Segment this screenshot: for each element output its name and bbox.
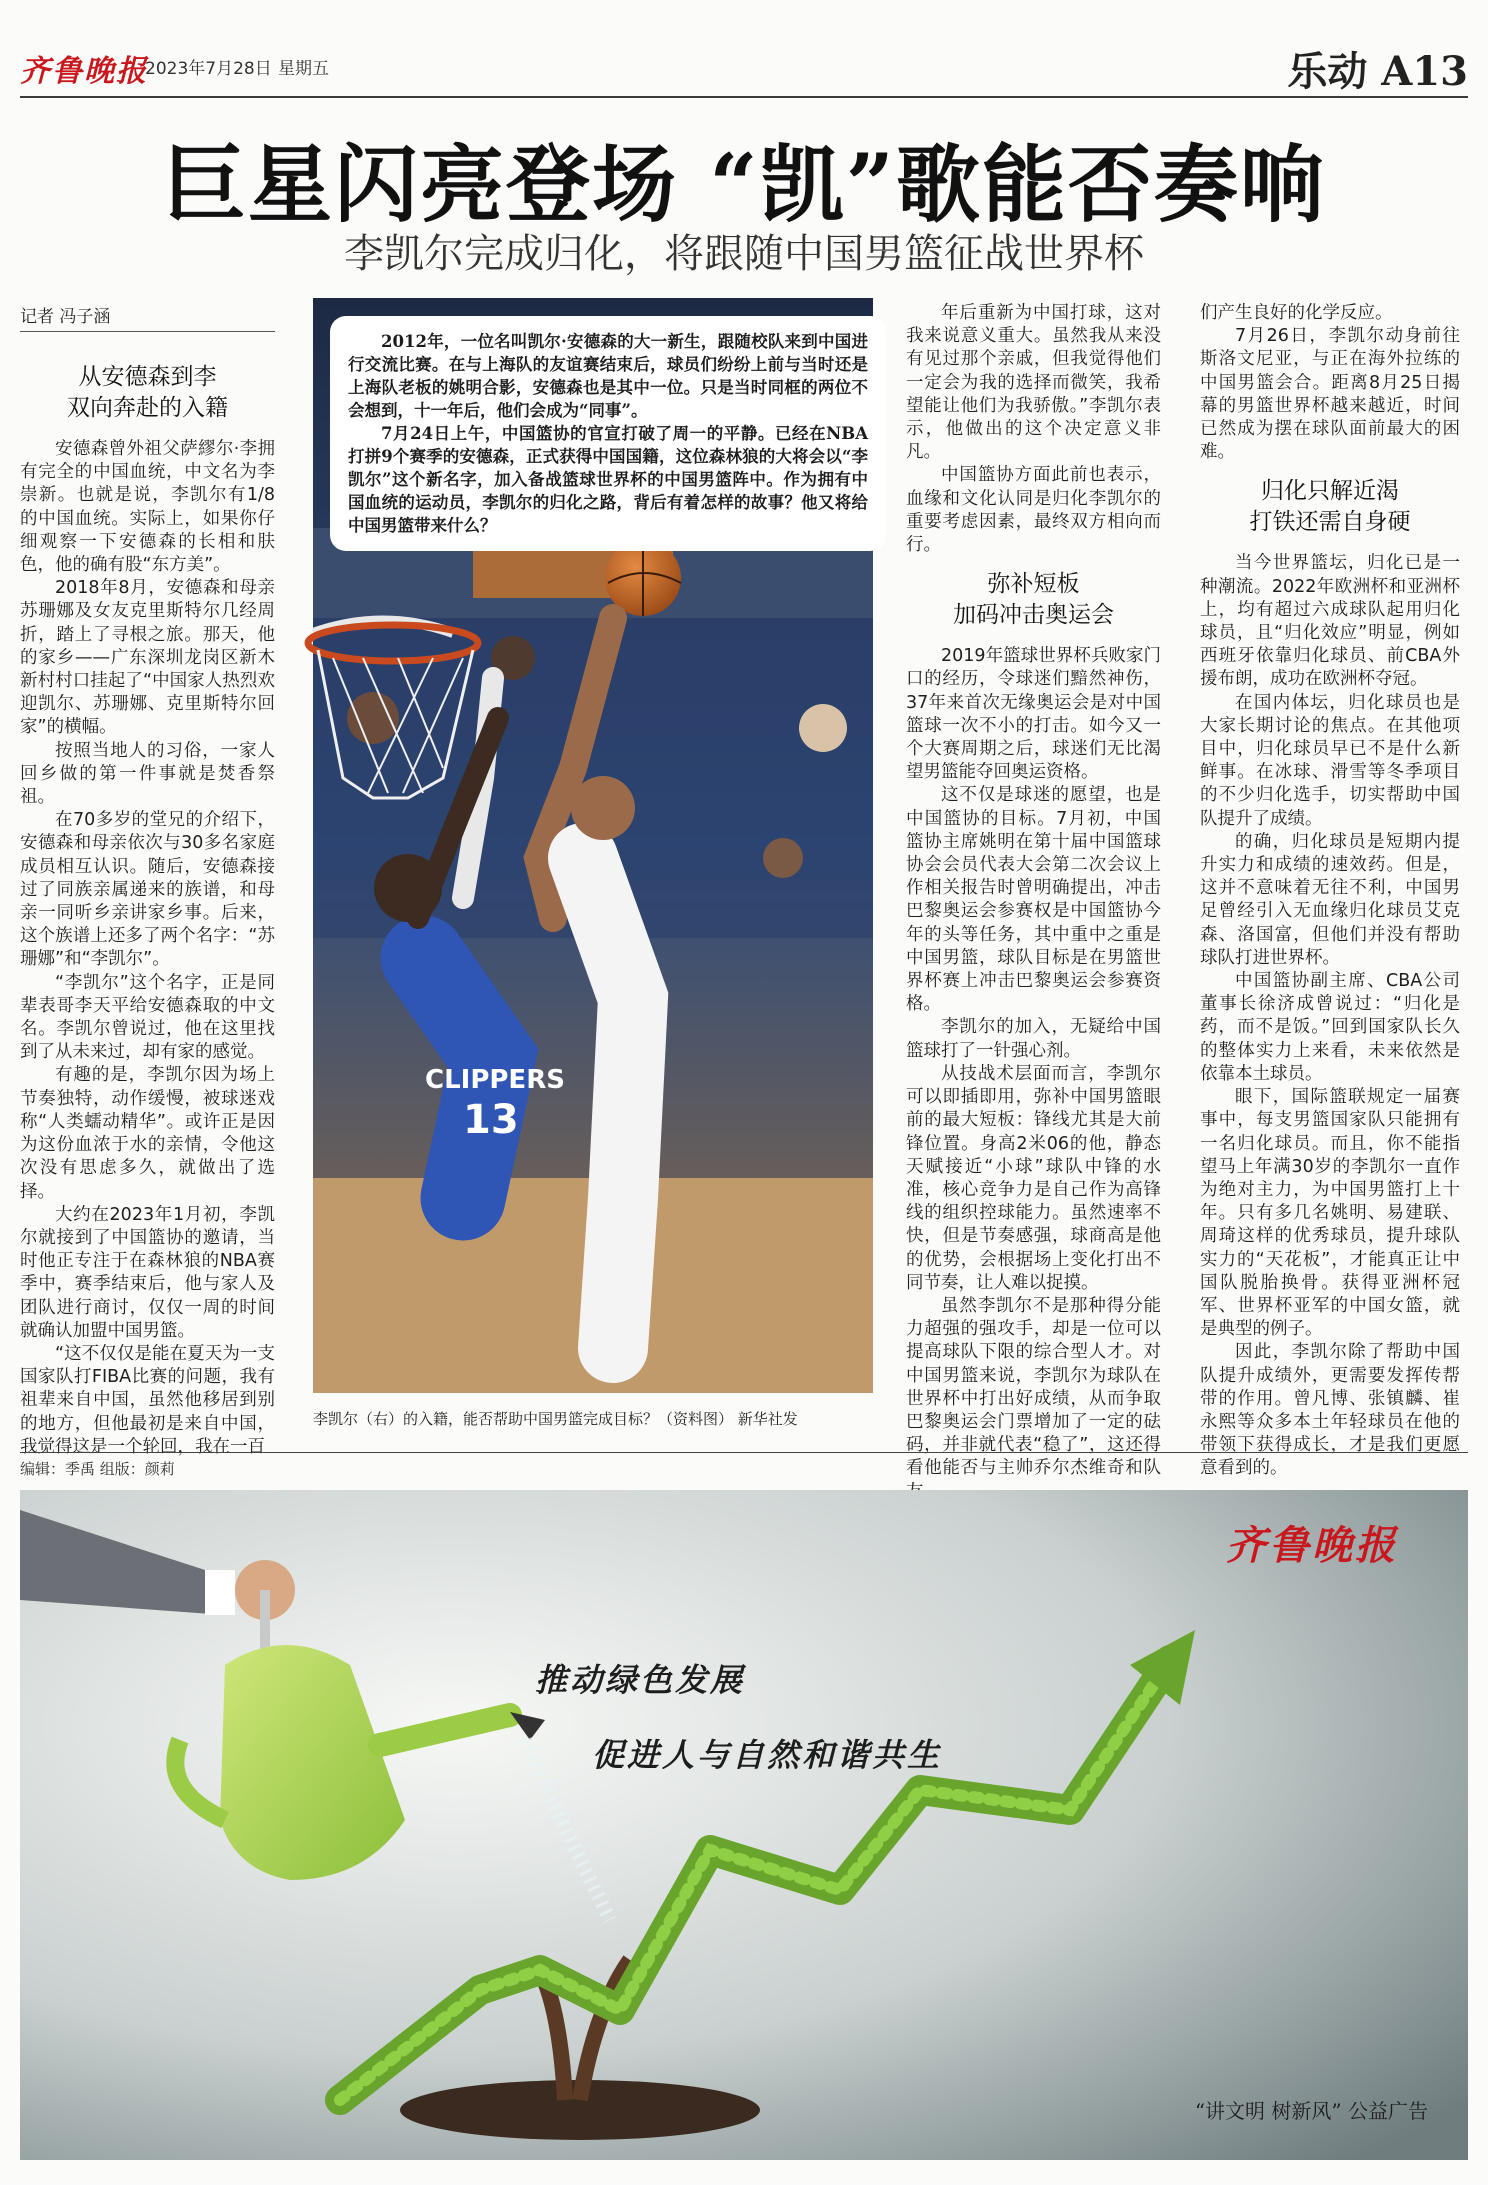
paragraph: 按照当地人的习俗，一家人回乡做的第一件事就是焚香祭祖。	[20, 740, 275, 808]
section-heading-3	[1200, 476, 1460, 538]
paragraph: 在国内体坛，归化球员也是大家长期讨论的焦点。在其他项目中，归化球员早已不是什么新鲜事。在冰球、滑雪等冬季项目的不少归化选手，切实帮助中国队提升了成绩。	[1200, 692, 1460, 829]
heading-line: 弥补短板 加码冲击奥运会	[953, 571, 1114, 629]
paragraph: “李凯尔”这个名字，正是同辈表哥李天平给安德森取的中文名。李凯尔曾说过，他在这里找到了从未来过，却有家的感觉。	[20, 972, 275, 1063]
paragraph: 大约在2023年1月初，李凯尔就接到了中国篮协的邀请，当时他正专注于在森林狼的NBA赛季中，赛季结束后，他与家人及团队进行商讨，仅仅一周的时间就确认加盟中国男篮。	[20, 1204, 275, 1341]
paragraph: 的确，归化球员是短期内提升实力和成绩的速效药。但是，这并不意味着无往不利，中国男足曾经引入无血缘归化球员艾克森、洛国富，但他们并没有帮助球队打进世界杯。	[1200, 831, 1460, 968]
heading-line: 从安德森到李 双向奔赴的入籍	[67, 364, 228, 421]
paragraph: “这不仅仅是能在夏天为一支国家队打FIBA比赛的问题，我有祖辈来自中国，虽然他移居到别的地方，但他最初是来自中国，我觉得这是一个轮回，我在一百	[20, 1343, 275, 1457]
photo-caption: 李凯尔（右）的入籍，能否帮助中国男篮完成目标？（资料图） 新华社发	[313, 1410, 798, 1428]
ad-slogan-1: 推动绿色发展	[535, 1661, 746, 1699]
subheadline: 李凯尔完成归化，将跟随中国男篮征战世界杯	[344, 231, 1144, 277]
paragraph: 安德森曾外祖父萨繆尔·李拥有完全的中国血统，中文名为李崇新。也就是说，李凯尔有1/8的中国血统。实际上，如果你仔细观察一下安德森的长相和肤色，他的确有股“东方美”。	[20, 439, 275, 576]
paragraph: 虽然李凯尔不是那种得分能力超强的强攻手，却是一位可以提高球队下限的综合型人才。对中国男篮来说，李凯尔为球队在世界杯中打出好成绩，从而争取巴黎奥运会门票增加了一定的砝码，并非就代表“稳了”，这还得看他能否与主帅乔尔杰维奇和队	[906, 1295, 1161, 1479]
newspaper-logo: 齐鲁晚报	[20, 54, 148, 89]
jersey-team-text: CLIPPERS	[425, 1065, 565, 1095]
public-service-ad	[20, 1490, 1468, 2160]
paragraph: 因此，李凯尔除了帮助中国队提升成绩外，更需要发挥传帮带的作用。曾凡博、张镇麟、崔永熙等众多本土年轻球员在他的带领下获得成长，才是我们更愿意看到的。	[1200, 1342, 1460, 1479]
paragraph: 中国篮协副主席、CBA公司董事长徐济成曾说过：“归化是药，而不是饭。”回到国家队长久的整体实力上来看，未来依然是依靠本土球员。	[1200, 971, 1460, 1084]
editor-credits: 编辑：季禹 组版：颜莉	[20, 1460, 175, 1478]
intro-paragraph: 7月24日上午，中国篮协的官宣打破了周一的平静。已经在NBA打拼9个赛季的安德森，正式获得中国国籍，这位森林狼的大将会以“李凯尔”这个新名字，加入备战篮球世界杯的中国男篮阵中。作为拥有中国血统的运动员，李凯尔的归化之路，背后有着怎样的故事？他又将给中国男篮带来什么？	[348, 424, 868, 535]
section-heading-2	[906, 569, 1161, 631]
paragraph: 李凯尔的加入，无疑给中国篮球打了一针强心剂。	[906, 1017, 1161, 1061]
masthead	[20, 40, 1468, 98]
byline: 记者 冯子涵	[20, 302, 275, 332]
article-column-1	[20, 350, 275, 1457]
jersey-number-text: 13	[463, 1097, 519, 1143]
headline: 巨星闪亮登场 “凯”歌能否奏响	[162, 135, 1326, 234]
article-column-4	[1200, 302, 1460, 1479]
intro-box	[330, 316, 886, 551]
ad-newspaper-logo: 齐鲁晚报	[1226, 1522, 1398, 1569]
paragraph: 2018年8月，安德森和母亲苏珊娜及女友克里斯特尔几经周折，踏上了寻根之旅。那天，他的家乡——广东深圳龙岗区新木新村村口挂起了“中国家人热烈欢迎凯尔、苏珊娜、克里斯特尔回家”的横幅。	[20, 578, 275, 738]
ad-campaign-label: “讲文明 树新风” 公益广告	[1194, 2099, 1428, 2123]
heading-line: 归化只解近渴 打铁还需自身硬	[1249, 478, 1411, 536]
paragraph: 7月26日，李凯尔动身前往斯洛文尼亚，与正在海外拉练的中国男篮会合。距离8月25日揭幕的男篮世界杯越来越近，时间已然成为摆在球队面前最大的困难。	[1200, 326, 1460, 463]
ad-slogan-2: 促进人与自然和谐共生	[592, 1736, 943, 1774]
publication-weekday: 星期五	[278, 59, 329, 79]
paragraph: 眼下，国际篮联规定一届赛事中，每支男篮国家队只能拥有一名归化球员。而且，你不能指望马上年满30岁的李凯尔一直作为绝对主力，为中国男篮打上十年。只有多几名姚明、易建联、周琦这样的优秀球员，提升球队实力的“天花板”，才能真正让中国队脱胎换骨。获得亚洲杯冠军、世界杯亚军的中国女篮，就是典型的例子。	[1200, 1087, 1460, 1340]
footer-rule	[20, 1452, 1468, 1453]
article-column-3	[906, 302, 1161, 1479]
paragraph: 中国篮协方面此前也表示，血缘和文化认同是归化李凯尔的重要考虑因素，最终双方相向而行。	[906, 465, 1161, 556]
paragraph: 有趣的是，李凯尔因为场上节奏独特，动作缓慢，被球迷戏称“人类蠕动精华”。或许正是因为这份血浓于水的亲情，令他这次没有思虑多久，就做出了选择。	[20, 1065, 275, 1202]
paragraph: 们产生良好的化学反应。	[1200, 303, 1393, 323]
paragraph: 2019年篮球世界杯兵败家门口的经历，令球迷们黯然神伤，37年来首次无缘奥运会是对中国篮球一次不小的打击。如今又一个大赛周期之后，球迷们无比渴望男篮能夺回奥运资格。	[906, 646, 1161, 783]
section-label: 乐动 A13	[1287, 48, 1468, 95]
paragraph: 年后重新为中国打球，这对我来说意义重大。虽然我从来没有见过那个亲戚，但我觉得他们一定会为我的选择而微笑，我希望能让他们为我骄傲。”李凯尔表示，他做出的这个决定意义非凡。	[906, 303, 1161, 463]
paragraph: 当今世界篮坛，归化已是一种潮流。2022年欧洲杯和亚洲杯上，均有超过六成球队起用归化球员，且“归化效应”明显，例如西班牙依靠归化球员、前CBA外援布朗，成功在欧洲杯夺冠。	[1200, 553, 1460, 690]
publication-date: 2023年7月28日	[145, 59, 272, 79]
paragraph: 在70多岁的堂兄的介绍下，安德森和母亲依次与30多名家庭成员相互认识。随后，安德森接过了同族亲属递来的族谱，和母亲一同听乡亲讲家乡事。后来，这个族谱上还多了两个名字：“苏珊娜”和“李凯尔”。	[20, 810, 275, 970]
intro-paragraph: 2012年，一位名叫凯尔·安德森的大一新生，跟随校队来到中国进行交流比赛。在与上海队的友谊赛结束后，球员们纷纷上前与当时还是上海队老板的姚明合影，安德森也是其中一位。只是当时同框的两位不会想到，十一年后，他们会成为“同事”。	[348, 332, 868, 420]
section-heading-1	[20, 362, 275, 424]
paragraph: 从技战术层面而言，李凯尔可以即插即用，弥补中国男篮眼前的最大短板：锋线尤其是大前锋位置。身高2米06的他，静态天赋接近“小球”球队中锋的水准，核心竞争力是自己作为高锋线的组织控球能力。虽然速率不快，但是节奏感强，球商高是他的优势，会根据场上变化打出不同节奏，让人难以捉摸。	[906, 1063, 1161, 1293]
paragraph: 这不仅是球迷的愿望，也是中国篮协的目标。7月初，中国篮协主席姚明在第十届中国篮球协会会员代表大会第二次会议上作相关报告时曾明确提出，冲击巴黎奥运会参赛权是中国篮协今年的头等任务，其中重中之重是中国男篮，球队目标是在男篮世界杯赛上冲击巴黎奥运会参赛资格。	[906, 785, 1161, 1015]
ad-illustration	[20, 1490, 1468, 2160]
